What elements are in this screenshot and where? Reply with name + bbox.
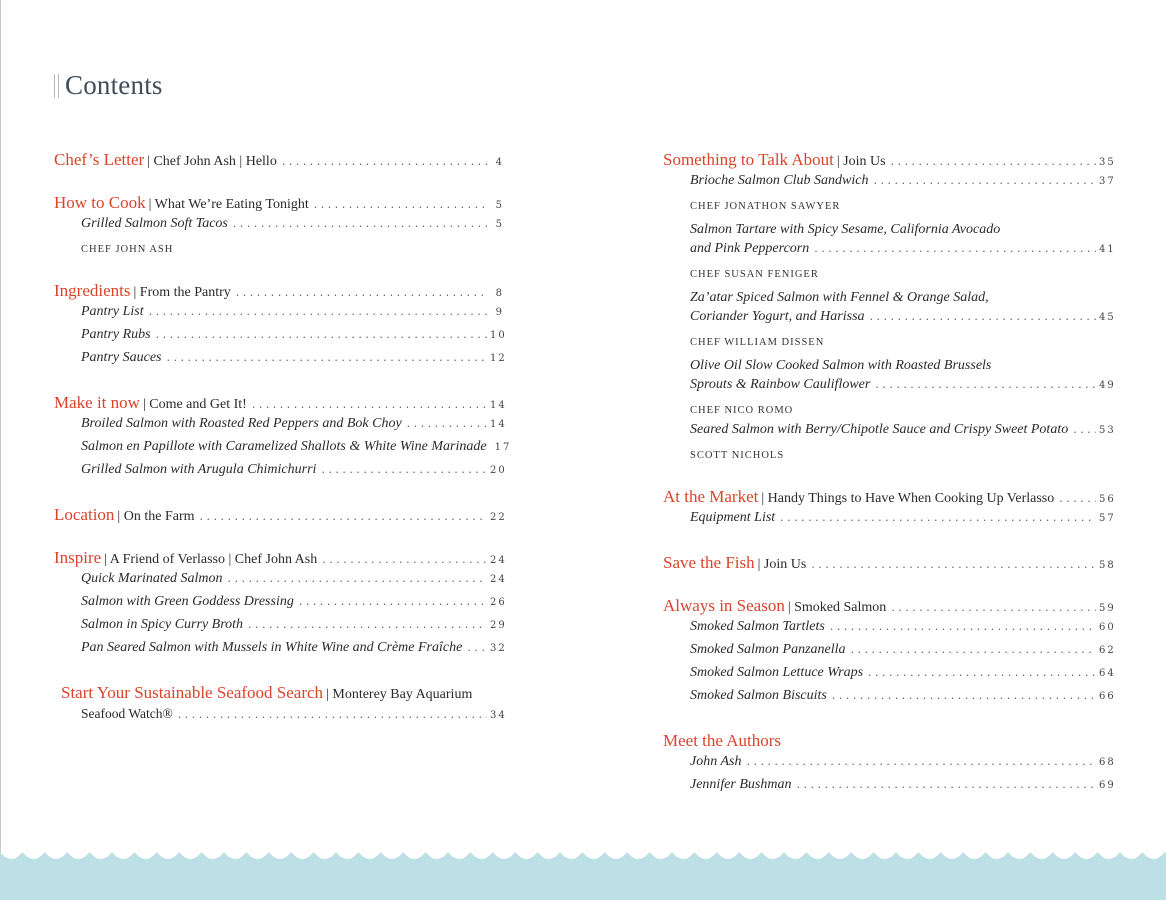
leader-dots	[870, 310, 1096, 323]
leader-dots	[166, 351, 487, 364]
page-number: 64	[1099, 668, 1116, 679]
leader-dots	[814, 242, 1096, 255]
toc-entry-row[interactable]	[54, 640, 507, 663]
toc-entry-row[interactable]	[663, 510, 1116, 533]
toc-entry-row[interactable]	[54, 350, 507, 373]
toc-entry-row[interactable]	[663, 422, 1116, 445]
page-number: 24	[490, 574, 507, 585]
toc-entry-row[interactable]	[663, 665, 1116, 688]
entry-title: Sprouts & Rainbow Cauliflower	[690, 377, 871, 392]
leader-dots	[314, 198, 487, 211]
section-gap	[663, 533, 1113, 553]
chef-credit: CHEF JONATHON SAWYER	[690, 201, 841, 212]
page-number: 10	[490, 330, 507, 341]
toc-entry-row[interactable]	[54, 594, 507, 617]
entry-title-line: Salmon Tartare with Spicy Sesame, California Avocado	[690, 222, 1001, 237]
section-subtitle: | Monterey Bay Aquarium	[326, 687, 473, 702]
toc-section-row[interactable]	[54, 281, 504, 304]
section-gap	[54, 485, 504, 505]
entry-title: Smoked Salmon Lettuce Wraps	[690, 665, 864, 680]
leader-dots	[875, 378, 1096, 391]
section-title: Start Your Sustainable Seafood Search	[61, 683, 324, 702]
page-number: 45	[1099, 312, 1116, 323]
entry-title: Pantry Rubs	[81, 327, 151, 342]
section-gap	[54, 261, 504, 281]
page-number: 41	[1099, 244, 1116, 255]
page-number: 9	[495, 307, 504, 318]
toc-section-row[interactable]	[54, 548, 507, 571]
page-number: 5	[495, 200, 504, 211]
entry-title: Broiled Salmon with Roasted Red Peppers and Bok Choy	[81, 416, 402, 431]
toc-entry-row[interactable]	[54, 327, 507, 350]
entry-title: Coriander Yogurt, and Harissa	[690, 309, 865, 324]
leader-dots	[407, 417, 487, 430]
entry-title: Quick Marinated Salmon	[81, 571, 223, 586]
section-title: Location	[54, 505, 115, 524]
toc-entry-row[interactable]	[54, 439, 512, 462]
entry-title: Salmon with Green Goddess Dressing	[81, 594, 294, 609]
chef-credit: CHEF JOHN ASH	[81, 244, 174, 255]
section-subtitle: | Join Us	[836, 154, 886, 169]
toc-entry-row[interactable]	[54, 462, 507, 485]
page-number: 60	[1099, 622, 1116, 633]
leader-dots	[1059, 492, 1096, 505]
section-title: Make it now	[54, 393, 140, 412]
section-subtitle: | On the Farm	[117, 509, 195, 524]
page-number: 20	[490, 465, 507, 476]
toc-entry-row[interactable]	[663, 309, 1116, 332]
section-subtitle: | Smoked Salmon	[787, 600, 887, 615]
page-number: 17	[494, 442, 512, 453]
entry-title: Pantry List	[81, 304, 144, 319]
entry-title: Smoked Salmon Biscuits	[690, 688, 827, 703]
toc-entry-row[interactable]	[663, 173, 1116, 196]
toc-entry-row[interactable]	[663, 688, 1116, 711]
toc-section-row[interactable]	[663, 553, 1116, 576]
toc-entry-row[interactable]	[54, 304, 504, 327]
page-number: 24	[490, 555, 507, 566]
toc-entry-row[interactable]	[54, 617, 507, 640]
leader-dots	[796, 778, 1096, 791]
toc-right-column	[663, 150, 1116, 800]
wave-footer	[0, 840, 1166, 900]
section-title: At the Market	[663, 487, 759, 506]
page-number: 32	[490, 643, 507, 654]
entry-title: Pan Seared Salmon with Mussels in White Wine and Crème Fraîche	[81, 640, 463, 655]
toc-entry-row[interactable]	[663, 642, 1116, 665]
section-title: Save the Fish	[663, 553, 755, 572]
entry-title: Pantry Sauces	[81, 350, 162, 365]
leader-dots	[746, 755, 1096, 768]
section-subtitle: | What We’re Eating Tonight	[148, 197, 309, 212]
leader-dots	[299, 595, 487, 608]
page-number: 66	[1099, 691, 1116, 702]
leader-dots	[780, 511, 1096, 524]
leader-dots	[851, 643, 1096, 656]
entry-title: and Pink Peppercorn	[690, 241, 810, 256]
entry-title: John Ash	[690, 754, 742, 769]
leader-dots	[200, 510, 488, 523]
page-number: 22	[490, 512, 507, 523]
leader-dots	[322, 553, 487, 566]
toc-entry-row[interactable]	[663, 777, 1116, 800]
section-subtitle: | Chef John Ash | Hello	[147, 154, 277, 169]
section-gap	[54, 373, 504, 393]
page-number: 35	[1099, 157, 1116, 168]
page-number: 37	[1099, 176, 1116, 187]
toc-section-row[interactable]	[54, 683, 504, 706]
toc-entry-row[interactable]	[54, 416, 507, 439]
page-number: 58	[1099, 560, 1116, 571]
page-number: 59	[1099, 603, 1116, 614]
page-edge	[0, 0, 1, 900]
toc-entry-row[interactable]	[663, 377, 1116, 400]
leader-dots	[233, 217, 487, 230]
toc-section-row[interactable]	[663, 487, 1116, 510]
leader-dots	[248, 618, 487, 631]
heading-rule	[54, 74, 59, 98]
section-title: Always in Season	[663, 596, 785, 615]
leader-dots	[321, 463, 487, 476]
toc-entry-row[interactable]	[663, 619, 1116, 642]
entry-title: Grilled Salmon Soft Tacos	[81, 216, 228, 231]
section-title: Something to Talk About	[663, 150, 834, 169]
entry-title: Grilled Salmon with Arugula Chimichurri	[81, 462, 317, 477]
leader-dots	[149, 305, 487, 318]
page-number: 29	[490, 620, 507, 631]
entry-title: Seafood Watch®	[81, 706, 173, 721]
toc-section-row[interactable]	[54, 193, 504, 216]
toc-entry-row[interactable]	[663, 241, 1116, 264]
entry-title: Salmon en Papillote with Caramelized Shallots & White Wine Marinade	[81, 439, 487, 454]
leader-dots	[252, 398, 487, 411]
toc-left-column	[54, 150, 512, 729]
chef-credit: SCOTT NICHOLS	[690, 450, 785, 461]
section-gap	[54, 173, 504, 193]
page-number: 5	[495, 219, 504, 230]
page-number: 12	[490, 353, 507, 364]
entry-title: Equipment List	[690, 510, 776, 525]
leader-dots	[832, 689, 1096, 702]
section-title: Meet the Authors	[663, 731, 782, 750]
chef-credit: CHEF SUSAN FENIGER	[690, 269, 819, 280]
section-subtitle: | From the Pantry	[133, 285, 231, 300]
section-gap	[663, 711, 1113, 731]
section-title: Inspire	[54, 548, 102, 567]
section-gap	[54, 528, 504, 548]
entry-title: Seared Salmon with Berry/Chipotle Sauce and Crispy Sweet Potato	[690, 422, 1069, 437]
entry-title-line: Za’atar Spiced Salmon with Fennel & Orange Salad,	[690, 290, 989, 305]
leader-dots	[1073, 423, 1096, 436]
toc-section-row[interactable]	[663, 596, 1116, 619]
section-subtitle: | Come and Get It!	[142, 397, 247, 412]
leader-dots	[282, 155, 487, 168]
page-number: 34	[490, 710, 507, 721]
leader-dots	[830, 620, 1096, 633]
page-number: 26	[490, 597, 507, 608]
page-number: 69	[1099, 780, 1116, 791]
page-number: 14	[490, 419, 507, 430]
leader-dots	[236, 286, 487, 299]
page-number: 56	[1099, 494, 1116, 505]
toc-section-row[interactable]	[663, 150, 1116, 173]
page-number: 68	[1099, 757, 1116, 768]
toc-entry-row[interactable]	[663, 754, 1116, 777]
page-number: 53	[1099, 425, 1116, 436]
chef-credit: CHEF NICO ROMO	[690, 405, 794, 416]
page-number: 8	[495, 288, 504, 299]
entry-title: Smoked Salmon Tartlets	[690, 619, 825, 634]
leader-dots	[156, 328, 487, 341]
section-gap	[54, 663, 504, 683]
page-number: 49	[1099, 380, 1116, 391]
entry-title: Smoked Salmon Panzanella	[690, 642, 846, 657]
leader-dots	[874, 174, 1097, 187]
leader-dots	[811, 558, 1096, 571]
contents-heading	[54, 70, 163, 101]
page-number: 62	[1099, 645, 1116, 656]
section-gap	[663, 467, 1113, 487]
toc-section-row[interactable]	[663, 731, 1113, 754]
section-gap	[663, 576, 1113, 596]
toc-section-row[interactable]	[54, 150, 504, 173]
page-number: 4	[495, 157, 504, 168]
leader-dots	[467, 641, 487, 654]
page-title: Contents	[65, 70, 163, 100]
entry-title: Salmon in Spicy Curry Broth	[81, 617, 244, 632]
page-number: 14	[490, 400, 507, 411]
section-subtitle: | Join Us	[757, 557, 807, 572]
entry-title: Brioche Salmon Club Sandwich	[690, 173, 869, 188]
leader-dots	[178, 708, 487, 721]
toc-section-row[interactable]	[54, 393, 507, 416]
section-subtitle: | Handy Things to Have When Cooking Up Verlasso	[761, 491, 1055, 506]
page-number: 57	[1099, 513, 1116, 524]
section-subtitle: | A Friend of Verlasso | Chef John Ash	[104, 552, 318, 567]
section-title: How to Cook	[54, 193, 146, 212]
toc-entry-row[interactable]	[54, 216, 504, 239]
leader-dots	[891, 601, 1096, 614]
chef-credit: CHEF WILLIAM DISSEN	[690, 337, 825, 348]
entry-title-line: Olive Oil Slow Cooked Salmon with Roasted Brussels	[690, 358, 992, 373]
toc-entry-row[interactable]	[54, 571, 507, 594]
leader-dots	[868, 666, 1096, 679]
section-title: Ingredients	[54, 281, 131, 300]
leader-dots	[228, 572, 487, 585]
section-title: Chef’s Letter	[54, 150, 145, 169]
toc-entry-row[interactable]	[54, 706, 507, 729]
toc-section-row[interactable]	[54, 505, 507, 528]
leader-dots	[891, 155, 1096, 168]
entry-title: Jennifer Bushman	[690, 777, 792, 792]
